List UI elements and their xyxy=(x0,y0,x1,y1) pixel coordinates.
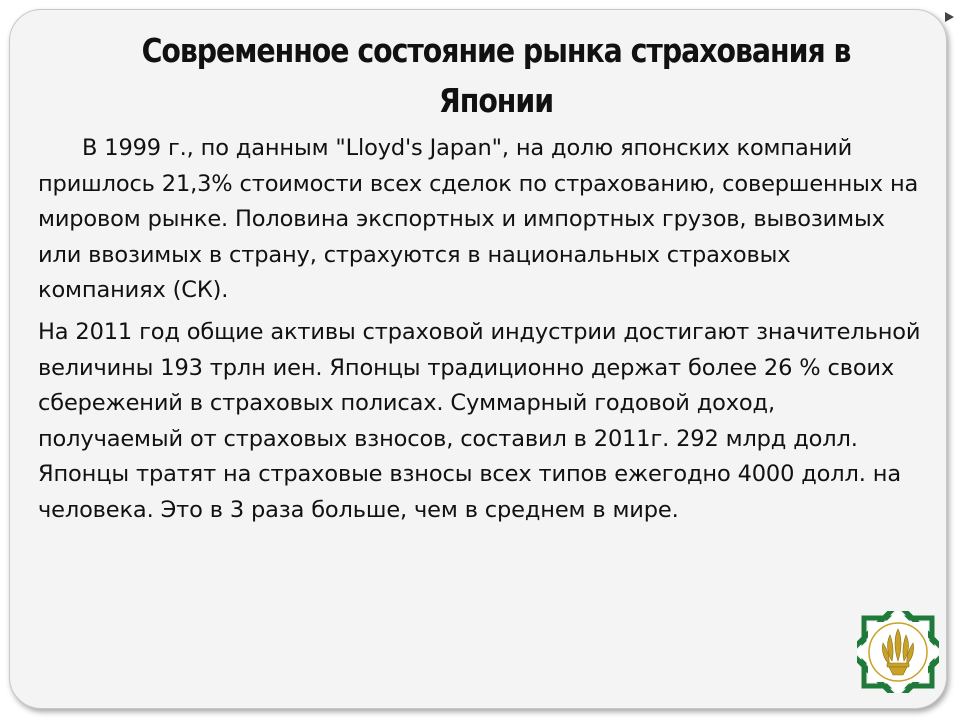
emblem-icon xyxy=(857,611,939,693)
slide-title: Современное состояние рынка страхования в Японии xyxy=(141,31,851,120)
paragraph-2: На 2011 год общие активы страховой индустрии достигают значительной величины 193 трлн иен. Японцы традиционно держат более 26 % своих сбережений в страховых полисах. Суммарный годовой доход, получаемый от страховых взносов, составил в 2011г. 292 млрд долл. Японцы тратят на страховые взносы всех типов ежегодно 4000 долл. на человека. Это в 3 раза больше, чем в среднем в мире. xyxy=(38,318,921,523)
arrow-right-icon[interactable] xyxy=(945,12,954,22)
paragraph-1: В 1999 г., по данным "Lloyd's Japan", на долю японских компаний пришлось 21,3% стоимости всех сделок по страхованию, совершенных на мировом рынке. Половина экспортных и импортных грузов, вывозимых или ввозимых в страну, страхуются в национальных страховых компаниях (СК). xyxy=(38,135,919,304)
slide-body xyxy=(38,131,922,529)
